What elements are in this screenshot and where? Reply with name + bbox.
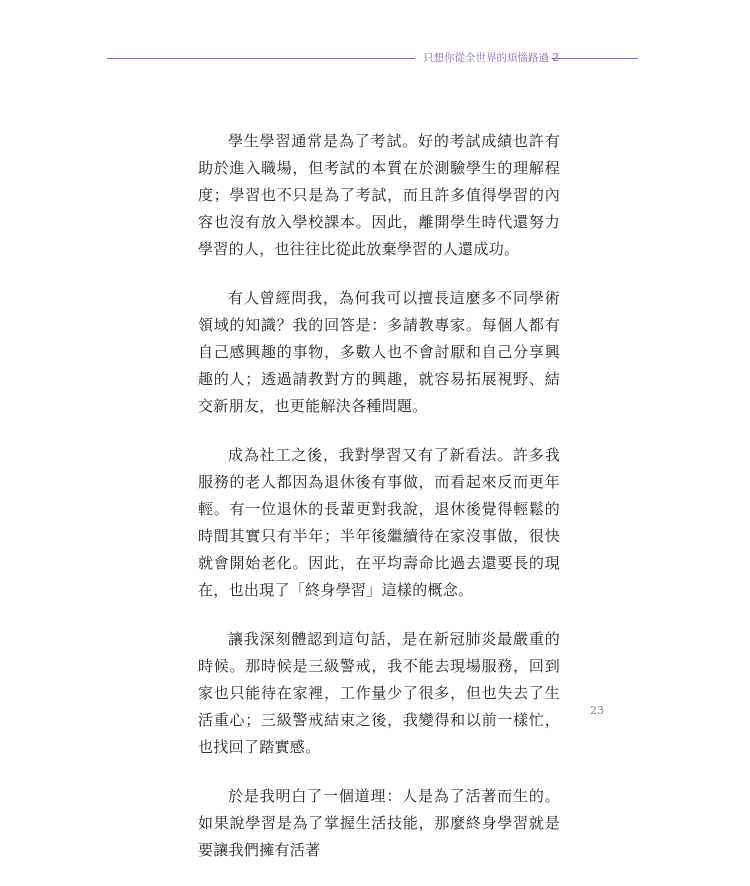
page-number: 23 (590, 704, 604, 717)
header-rule-left (107, 58, 415, 59)
paragraph: 讓我深刻體認到這句話，是在新冠肺炎最嚴重的時候。那時候是三級警戒，我不能去現場服務，回到家也只能待在家裡，工作量少了很多，但也失去了生活重心；三級警戒結束之後，我變得和以前一樣忙，也找回了踏實感。 (198, 630, 560, 756)
running-header (0, 50, 750, 70)
paragraph: 於是我明白了一個道理：人是為了活著而生的。如果說學習是為了掌握生活技能，那麼終身學習就是要讓我們擁有活著 (198, 787, 560, 859)
paragraph: 成為社工之後，我對學習又有了新看法。許多我服務的老人都因為退休後有事做，而看起來反而更年輕。有一位退休的長輩更對我說，退休後覺得輕鬆的時間其實只有半年；半年後繼續待在家沒事做，很快就會開始老化。因此，在平均壽命比過去還要長的現在，也出現了「終身學習」這樣的概念。 (198, 446, 560, 599)
body-text (198, 128, 560, 886)
header-rule-right (552, 58, 638, 59)
paragraph: 有人曾經問我，為何我可以擅長這麼多不同學術領域的知識？我的回答是：多請教專家。每個人都有自己感興趣的事物，多數人也不會討厭和自己分享興趣的人；透過請教對方的興趣，就容易拓展視野、結交新朋友，也更能解決各種問題。 (198, 289, 560, 415)
running-header-title: 只想你從全世界的煩惱路過 2 (423, 52, 560, 64)
paragraph: 學生學習通常是為了考試。好的考試成績也許有助於進入職場，但考試的本質在於測驗學生的理解程度；學習也不只是為了考試，而且許多值得學習的內容也沒有放入學校課本。因此，離開學生時代還努力學習的人，也往往比從此放棄學習的人還成功。 (198, 132, 560, 258)
